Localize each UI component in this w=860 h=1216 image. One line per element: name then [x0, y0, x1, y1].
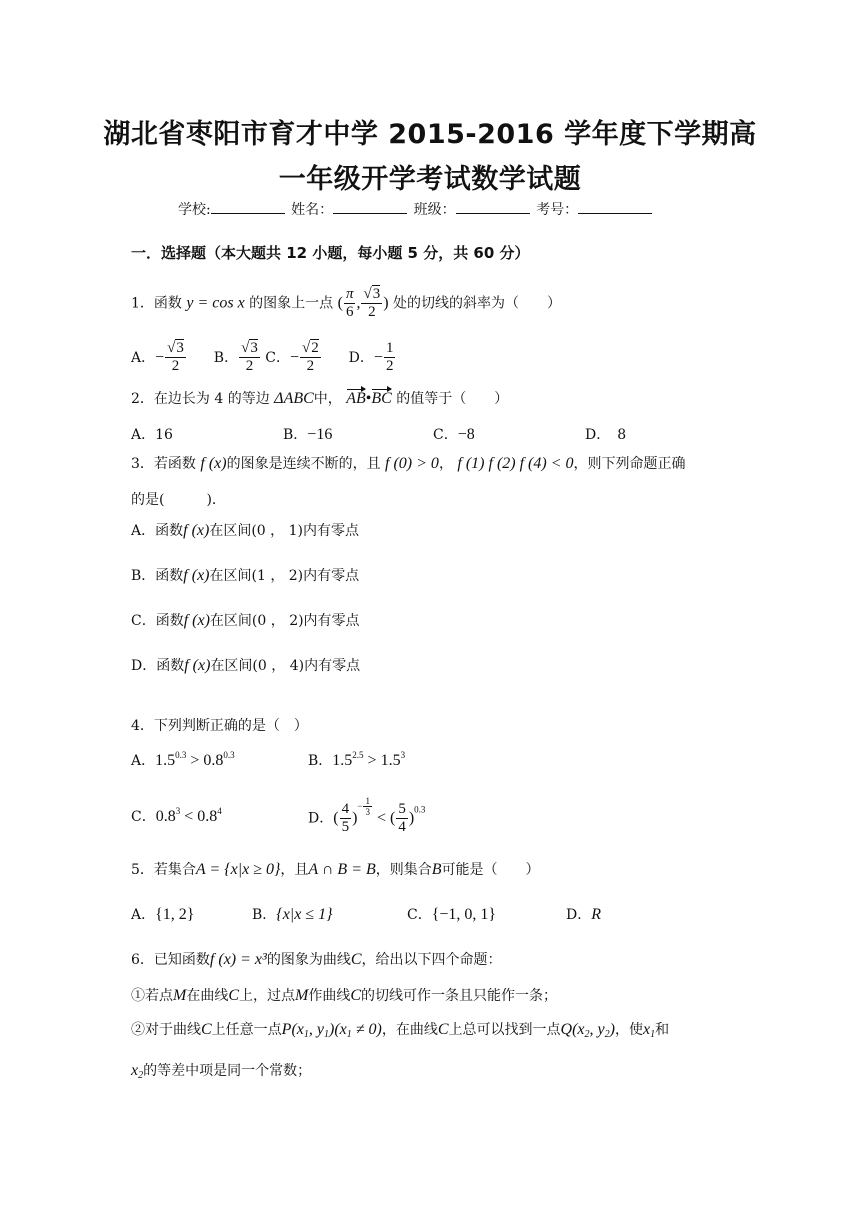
vector-ab: AB — [346, 390, 366, 407]
q6-statement-2-cont: $x_2$的等差中项是同一个常数； — [131, 1062, 312, 1081]
question-6: 6．已知函数f (x) = x³的图象为曲线C，给出以下四个命题： — [131, 951, 502, 968]
question-3: 3．若函数 f (x)的图象是连续不断的，且 f (0) > 0， f (1) f (2) f (4) < 0，则下列命题正确 — [131, 455, 686, 472]
q1-option-d[interactable]: D．− $\frac{1}{2}$ — [348, 340, 394, 374]
name-blank[interactable] — [333, 201, 407, 214]
number-label: 考号： — [536, 202, 579, 218]
class-blank[interactable] — [456, 201, 530, 214]
q1-frac-pi6: $\frac{\pi}{6}$ — [345, 286, 354, 320]
q4-option-a[interactable]: A．$1.5^{0.3} > 0.8^{0.3}$ — [131, 750, 235, 769]
question-4: 4．下列判断正确的是（ ） — [131, 718, 308, 734]
q5-option-a[interactable]: A．{1, 2} — [131, 906, 195, 923]
question-1: 1．函数 y = cos x 的图象上一点 ( $\frac{\pi}{6}$ , $\frac{√3}{2}$ ) 处的切线的斜率为（ ） — [131, 286, 561, 320]
q3-option-a[interactable]: A．函数f (x)在区间(0 ， 1)内有零点 — [131, 522, 359, 539]
question-2: 2．在边长为 4 的等边 ΔABC中， AB•BC 的值等于（ ） — [131, 390, 509, 407]
q2-option-c[interactable]: C．−8 — [433, 426, 475, 443]
q4-option-c[interactable]: C．$0.8^3 < 0.8^4$ — [131, 806, 222, 825]
section-heading: 一．选择题（本大题共 12 小题，每小题 5 分，共 60 分） — [131, 244, 530, 262]
q6-statement-1: ①若点M在曲线C上，过点M作曲线C的切线可作一条且只能作一条； — [131, 987, 557, 1004]
q1-function: y = cos x — [186, 294, 245, 312]
q3-option-b[interactable]: B．函数f (x)在区间(1 ， 2)内有零点 — [131, 567, 360, 584]
q3-option-c[interactable]: C．函数f (x)在区间(0 ， 2)内有零点 — [131, 612, 360, 629]
q1-frac-sqrt3-2: $\frac{√3}{2}$ — [363, 286, 381, 320]
q5-option-c[interactable]: C．{−1, 0, 1} — [407, 906, 497, 923]
question-3-line2: 的是( )． — [131, 492, 226, 508]
question-5: 5．若集合A = {x|x ≥ 0}，且A ∩ B = B，则集合B可能是（ ） — [131, 861, 540, 878]
q1-option-b[interactable]: B． $\frac{√3}{2}$ — [213, 340, 258, 374]
q3-option-d[interactable]: D．函数f (x)在区间(0 ， 4)内有零点 — [131, 657, 361, 674]
q4-option-b[interactable]: B．$1.5^{2.5} > 1.5^3$ — [308, 750, 406, 769]
exam-title-line2: 一年级开学考试数学试题 — [278, 164, 582, 195]
number-blank[interactable] — [578, 201, 652, 214]
student-info-line — [178, 199, 654, 219]
q5-option-d[interactable]: D．R — [566, 906, 602, 923]
q2-option-d[interactable]: D． 8 — [585, 427, 627, 443]
question-1-options — [131, 340, 396, 375]
q2-option-a[interactable]: A．16 — [131, 427, 173, 443]
q1-option-a[interactable]: A．− $\frac{√3}{2}$ — [131, 340, 184, 374]
exam-title-line1: 湖北省枣阳市育才中学 2015-2016 学年度下学期高 — [103, 119, 757, 150]
q2-option-b[interactable]: B．−16 — [283, 426, 333, 443]
class-label: 班级： — [413, 202, 456, 218]
name-label: 姓名： — [291, 202, 334, 218]
vector-bc: BC — [371, 390, 392, 407]
school-label: 学校: — [178, 202, 211, 218]
q1-option-c[interactable]: C．− $\frac{√2}{2}$ — [265, 340, 319, 374]
school-blank[interactable] — [211, 201, 285, 214]
q5-option-b[interactable]: B．{x|x ≤ 1} — [252, 906, 333, 923]
q4-option-d[interactable]: D．( $\frac{4}{5}$ )$^{- \frac{1}{3}}$ < ( $\frac{5}{4}$ )$^{0.3}$ — [308, 796, 426, 836]
q6-statement-2: ②对于曲线C上任意一点$P(x_1$, $y_1)(x_1 \ne 0)$，在曲线C上总可以找到一点$Q(x_2$, $y_2$)，使$x_1$和 — [131, 1021, 670, 1040]
